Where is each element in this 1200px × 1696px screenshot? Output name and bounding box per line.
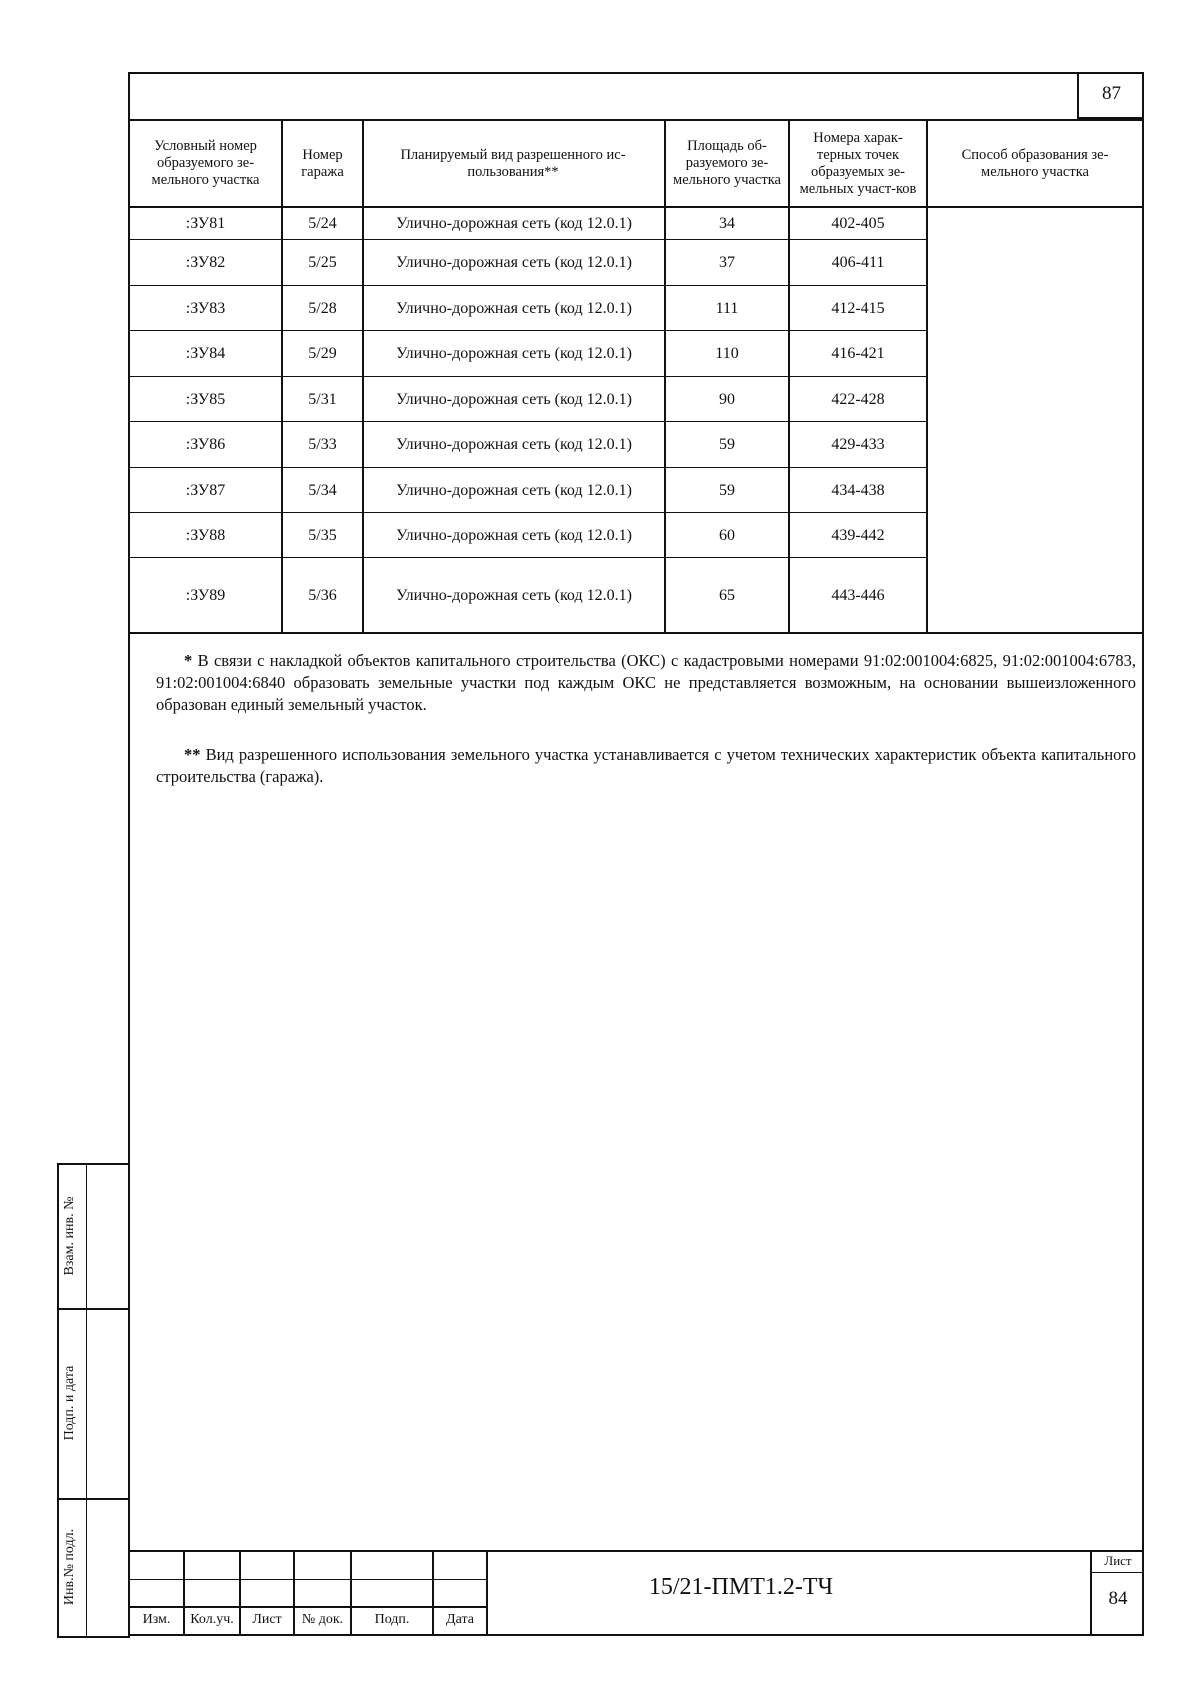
- tb-label-data: Дата: [446, 1612, 474, 1627]
- cell-area: 65: [719, 586, 735, 604]
- footnote-2: [156, 744, 1136, 788]
- cell-points: 416-421: [831, 345, 885, 362]
- footnote-1-mark: *: [184, 651, 193, 670]
- cell-plot-id: :ЗУ82: [185, 254, 226, 271]
- cell-plot-id: :ЗУ83: [185, 299, 226, 317]
- row-divider: [128, 330, 928, 331]
- side-stamp-divider: [57, 1308, 128, 1310]
- cell-points: 406-411: [831, 254, 885, 271]
- header-garage-number: Номер гаража: [301, 146, 344, 180]
- tb-label-podp: Подп.: [374, 1612, 410, 1627]
- cell-use: Улично-дорожная сеть (код 12.0.1): [396, 526, 632, 544]
- document-code: 15/21-ПМТ1.2-ТЧ: [648, 1574, 834, 1600]
- cell-use: Улично-дорожная сеть (код 12.0.1): [396, 299, 632, 317]
- cell-points: 402-405: [831, 214, 885, 232]
- cell-area: 60: [719, 526, 735, 544]
- footnote-1-text: В связи с накладкой объектов капитального строительства (ОКС) с кадастровыми номерами 91:02:001004:6825, 91:02:001004:6783, 91:02:001004:6840 образовать земельные участки под каждым ОКС не представляется возможным, на основании вышеизложенного образован единый земельный участок.: [156, 651, 1136, 714]
- cell-use: Улично-дорожная сеть (код 12.0.1): [396, 390, 632, 408]
- cell-points: 434-438: [831, 481, 885, 499]
- cell-use: Улично-дорожная сеть (код 12.0.1): [396, 214, 632, 232]
- column-divider: [926, 119, 928, 632]
- header-area: Площадь об-разуемого зе-мельного участка: [673, 138, 781, 188]
- title-block-sheet-divider: [1090, 1572, 1144, 1573]
- side-label-vzam-inv: Взам. инв. №: [62, 1196, 77, 1276]
- header-point-numbers: Номера харак-терных точек образуемых зе-мельных участ-ков: [799, 129, 917, 197]
- cell-garage: 5/36: [308, 586, 337, 604]
- cell-plot-id: :ЗУ88: [185, 526, 226, 544]
- row-divider: [128, 239, 928, 240]
- cell-area: 110: [715, 345, 739, 362]
- cell-points: 443-446: [831, 586, 885, 604]
- cell-plot-id: :ЗУ86: [185, 436, 226, 453]
- row-divider: [128, 421, 928, 422]
- cell-use: Улично-дорожная сеть (код 12.0.1): [396, 586, 632, 604]
- cell-use: Улично-дорожная сеть (код 12.0.1): [396, 254, 632, 271]
- cell-points: 412-415: [831, 299, 885, 317]
- page-number: 87: [1077, 72, 1144, 119]
- side-stamp-left-border: [57, 1163, 59, 1636]
- row-divider: [128, 557, 928, 558]
- tb-label-list: Лист: [252, 1612, 282, 1627]
- row-divider: [128, 285, 928, 286]
- sheet-label: Лист: [1104, 1553, 1132, 1568]
- cell-use: Улично-дорожная сеть (код 12.0.1): [396, 481, 632, 499]
- cell-plot-id: :ЗУ87: [185, 481, 226, 499]
- cell-garage: 5/29: [308, 345, 337, 362]
- cell-garage: 5/35: [308, 526, 337, 544]
- cell-garage: 5/34: [308, 481, 337, 499]
- cell-area: 90: [719, 390, 735, 408]
- cell-area: 37: [719, 254, 735, 271]
- tb-label-izm: Изм.: [142, 1612, 171, 1627]
- cell-garage: 5/25: [308, 254, 337, 271]
- header-permitted-use: Планируемый вид разрешенного ис-пользования**: [400, 146, 626, 180]
- tb-label-kol-uch: Кол.уч.: [190, 1612, 234, 1627]
- cell-plot-id: :ЗУ85: [185, 390, 226, 408]
- tb-label-no-dok: № док.: [301, 1612, 344, 1627]
- cell-plot-id: :ЗУ89: [185, 586, 226, 604]
- footnote-2-text: Вид разрешенного использования земельного участка устанавливается с учетом технических характеристик объекта капитального строительства (гаража).: [156, 745, 1137, 786]
- cell-area: 59: [719, 481, 735, 499]
- cell-plot-id: :ЗУ84: [185, 345, 226, 362]
- cell-area: 111: [715, 299, 739, 317]
- row-divider: [128, 512, 928, 513]
- row-divider: [128, 467, 928, 468]
- side-label-inv-podl: Инв.№ подл.: [62, 1528, 77, 1606]
- cell-points: 422-428: [831, 390, 885, 408]
- cell-use: Улично-дорожная сеть (код 12.0.1): [396, 436, 632, 453]
- row-divider: [128, 376, 928, 377]
- cell-garage: 5/33: [308, 436, 337, 453]
- cell-area: 34: [719, 214, 735, 232]
- side-stamp-bottom-border: [57, 1636, 130, 1638]
- cell-points: 429-433: [831, 436, 885, 453]
- title-block-top-border: [128, 1550, 1144, 1552]
- header-land-plot-id: Условный номер образуемого зе-мельного участка: [151, 138, 260, 188]
- header-formation-method: Способ образования зе-мельного участка: [961, 146, 1109, 180]
- side-stamp-top-border: [57, 1163, 128, 1165]
- cell-garage: 5/24: [308, 214, 337, 232]
- side-stamp-divider: [57, 1498, 128, 1500]
- cell-garage: 5/31: [308, 390, 337, 408]
- cell-use: Улично-дорожная сеть (код 12.0.1): [396, 345, 632, 362]
- table-bottom-border: [128, 632, 1144, 634]
- cell-plot-id: :ЗУ81: [185, 214, 226, 232]
- sheet-number: 84: [1108, 1588, 1128, 1609]
- cell-garage: 5/28: [308, 299, 337, 317]
- side-label-podp-data: Подп. и дата: [62, 1365, 77, 1441]
- footnote-1: [156, 650, 1136, 716]
- footnote-2-mark: **: [184, 745, 201, 764]
- side-stamp-inner-border: [86, 1163, 87, 1636]
- cell-area: 59: [719, 436, 735, 453]
- cell-points: 439-442: [831, 526, 885, 544]
